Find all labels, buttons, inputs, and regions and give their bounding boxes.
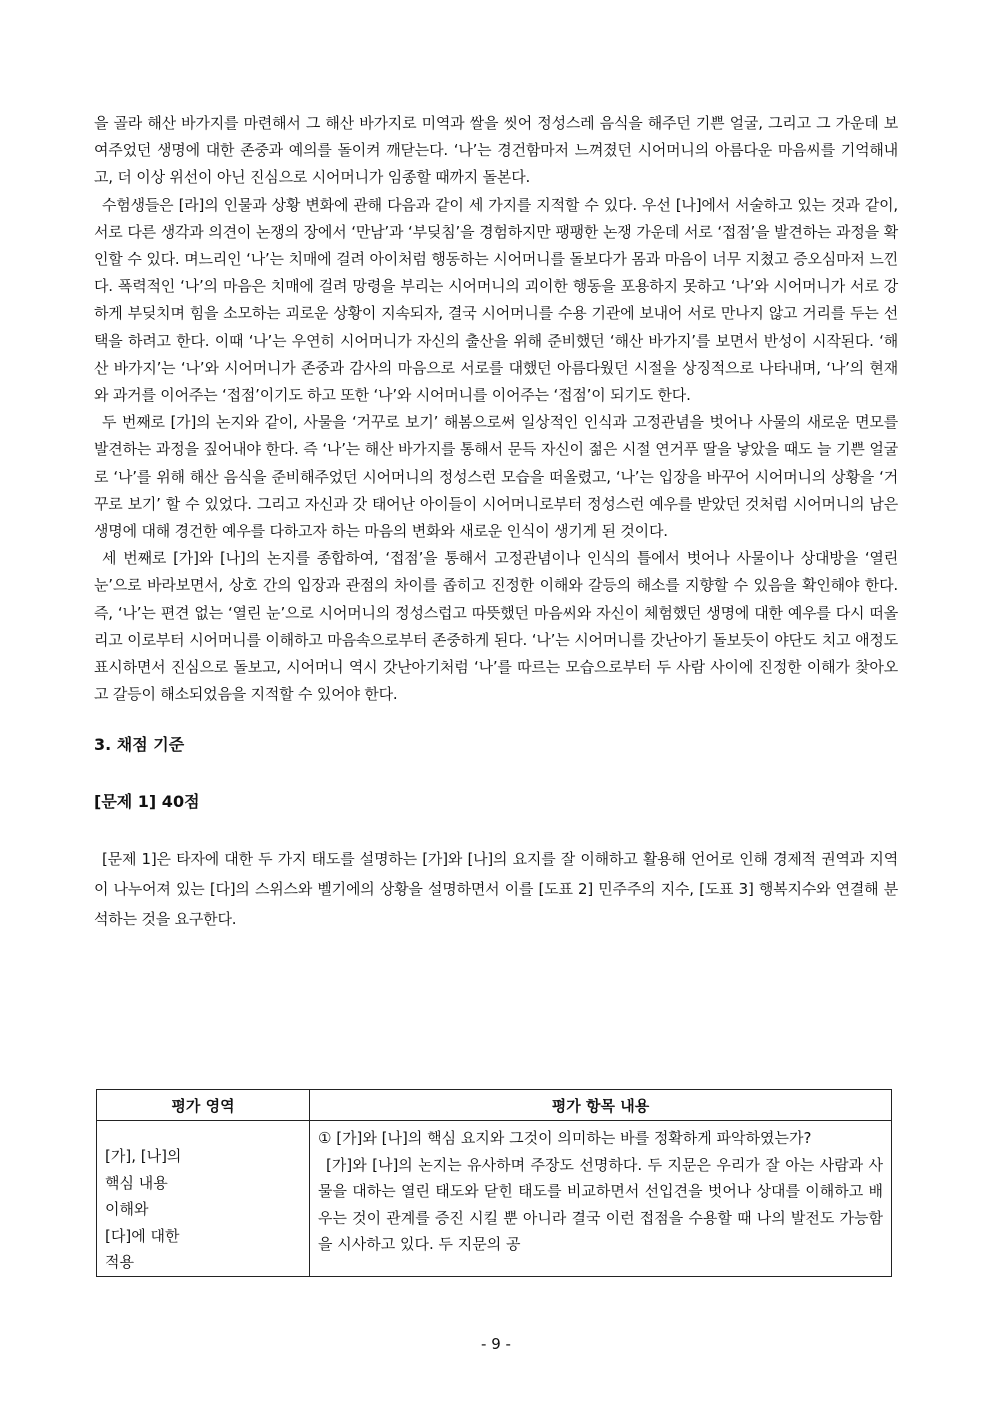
area-line: 이해와 <box>105 1200 149 1218</box>
paragraph-1: 을 골라 해산 바가지를 마련해서 그 해산 바가지로 미역과 쌀을 씻어 정성스레 음식을 해주던 기쁜 얼굴, 그리고 그 가운데 보여주었던 생명에 대한 존중과 예의를 돌이켜 깨닫는다. ‘나’는 경건함마저 느껴졌던 시어머니의 아름다운 마음씨를 기억해내고, 더 이상 위선이 아닌 진심으로 시어머니가 임종할 때까지 돌본다. <box>94 114 898 187</box>
section-heading: 3. 채점 기준 <box>94 735 185 755</box>
header-content: 평가 항목 내용 <box>310 1090 892 1121</box>
evaluation-table <box>96 1089 892 1277</box>
table-header-row <box>97 1090 892 1121</box>
item-question: ① [가]와 [나]의 핵심 요지와 그것이 의미하는 바를 정확하게 파악하였는가? <box>318 1129 812 1147</box>
document-body <box>94 110 898 949</box>
paragraph-2: 수험생들은 [라]의 인물과 상황 변화에 관해 다음과 같이 세 가지를 지적할 수 있다. 우선 [나]에서 서술하고 있는 것과 같이, 서로 다른 생각과 의견이 논쟁의 장에서 ‘만남’과 ‘부딪침’을 경험하지만 팽팽한 논쟁 가운데 서로 ‘접점’을 발견하는 과정을 확인할 수 있다. 며느리인 ‘나’는 치매에 걸려 아이처럼 행동하는 시어머니를 돌보다가 몸과 마음이 너무 지쳤고 증오심마저 느낀다. 폭력적인 ‘나’의 마음은 치매에 걸려 망령을 부리는 시어머니의 괴이한 행동을 포용하지 못하고 ‘나’와 시어머니가 서로 강하게 부딪치며 힘을 소모하는 괴로운 상황이 지속되자, 결국 시어머니를 수용 기관에 보내어 서로 만나지 않고 거리를 두는 선택을 하려고 한다. 이때 ‘나’는 우연히 시어머니가 자신의 출산을 위해 준비했던 ‘해산 바가지’를 보면서 반성이 시작된다. ‘해산 바가지’는 ‘나’와 시어머니가 존중과 감사의 마음으로 서로를 대했던 아름다웠던 시절을 상징적으로 나타내며, ‘나’의 현재와 과거를 이어주는 ‘접점’이기도 하고 또한 ‘나’와 시어머니를 이어주는 ‘접점’이 되기도 한다. <box>94 195 898 405</box>
problem-heading: [문제 1] 40점 <box>94 792 200 812</box>
evaluation-area-cell <box>97 1121 310 1277</box>
table-row <box>97 1121 892 1277</box>
item-description: [가]와 [나]의 논지는 유사하며 주장도 선명하다. 두 지문은 우리가 잘 아는 사람과 사물을 대하는 열린 태도와 닫힌 태도를 비교하면서 선입견을 벗어나 상대를 이해하고 배우는 것이 관계를 증진 시킬 뿐 아니라 결국 이런 접점을 수용할 때 나의 발전도 가능함을 시사하고 있다. 두 지문의 공 <box>318 1155 883 1253</box>
header-area: 평가 영역 <box>97 1090 310 1121</box>
area-line: [가], [나]의 <box>105 1147 182 1165</box>
page-number: - 9 - <box>481 1335 511 1353</box>
problem-intro: [문제 1]은 타자에 대한 두 가지 태도를 설명하는 [가]와 [나]의 요지를 잘 이해하고 활용해 언어로 인해 경제적 권역과 지역이 나누어져 있는 [다]의 스위스와 벨기에의 상황을 설명하면서 이를 [도표 2] 민주주의 지수, [도표 3] 행복지수와 연결해 분석하는 것을 요구한다. <box>94 850 898 929</box>
area-line: [다]에 대한 <box>105 1226 180 1245</box>
paragraph-4: 세 번째로 [가]와 [나]의 논지를 종합하여, ‘접점’을 통해서 고정관념이나 인식의 틀에서 벗어나 사물이나 상대방을 ‘열린 눈’으로 바라보면서, 상호 간의 입장과 관점의 차이를 좁히고 진정한 이해와 갈등의 해소를 지향할 수 있음을 확인해야 한다. 즉, ‘나’는 편견 없는 ‘열린 눈’으로 시어머니의 정성스럽고 따뜻했던 마음씨와 자신이 체험했던 생명에 대한 예우를 다시 떠올리고 이로부터 시어머니를 이해하고 마음속으로부터 존중하게 된다. ‘나’는 시어머니를 갓난아기 돌보듯이 야단도 치고 애정도 표시하면서 진심으로 돌보고, 시어머니 역시 갓난아기처럼 ‘나’를 따르는 모습으로부터 두 사람 사이에 진정한 이해가 찾아오고 갈등이 해소되었음을 지적할 수 있어야 한다. <box>94 549 898 704</box>
area-line: 적용 <box>105 1253 134 1271</box>
evaluation-content-cell <box>310 1121 892 1277</box>
paragraph-3: 두 번째로 [가]의 논지와 같이, 사물을 ‘거꾸로 보기’ 해봄으로써 일상적인 인식과 고정관념을 벗어나 사물의 새로운 면모를 발견하는 과정을 짚어내야 한다. 즉 ‘나’는 해산 바가지를 통해서 문득 자신이 젊은 시절 연거푸 딸을 낳았을 때도 늘 기쁜 얼굴로 ‘나’를 위해 해산 음식을 준비해주었던 시어머니의 정성스런 모습을 떠올렸고, ‘나’는 입장을 바꾸어 시어머니의 상황을 ‘거꾸로 보기’ 할 수 있었다. 그리고 자신과 갓 태어난 아이들이 시어머니로부터 정성스런 예우를 받았던 것처럼 시어머니의 남은 생명에 대해 경건한 예우를 다하고자 하는 마음의 변화와 새로운 인식이 생기게 된 것이다. <box>94 413 898 541</box>
area-line: 핵심 내용 <box>105 1173 168 1192</box>
